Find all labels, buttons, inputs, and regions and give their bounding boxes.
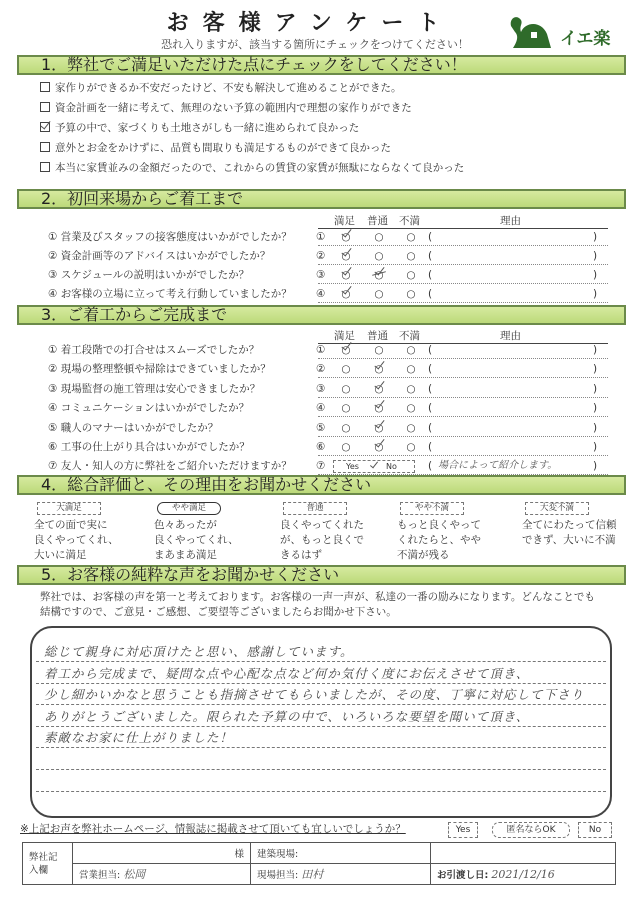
rating-radio-dissatisfied[interactable]: ○ — [406, 363, 416, 376]
section2-header: 2．初回来場からご着工まで — [17, 189, 626, 209]
paren-open: ( — [428, 402, 433, 415]
section5-header: 5．お客様の純粋な声をお聞かせください — [17, 565, 626, 585]
dotted-line — [318, 416, 608, 417]
column-header-reason: 理由 — [500, 330, 521, 342]
paren-close: ) — [593, 288, 598, 300]
comment-ruled-line — [36, 683, 606, 684]
comment-ruled-line — [36, 704, 606, 705]
handover-label: お引渡し日: — [437, 870, 489, 881]
question-label: ① 着工段階での打合せはスムーズでしたか？ — [48, 344, 260, 356]
row-number: ④ — [316, 402, 326, 415]
paren-open: ( — [428, 288, 433, 300]
paren-open: ( — [428, 460, 433, 473]
question-row — [0, 231, 636, 245]
company-logo — [505, 8, 630, 52]
paren-close: ) — [593, 460, 598, 473]
dinosaur-logo-icon — [507, 12, 553, 50]
dotted-line — [318, 358, 608, 359]
row-number: ⑦ — [316, 460, 326, 473]
overall-rating-option[interactable]: 大変不満 — [525, 502, 589, 515]
checklist-item-label: 家作りができるか不安だったけど、不安も解決して進めることができた。 — [55, 82, 402, 94]
paren-open: ( — [428, 231, 433, 243]
question-label: ⑤ 職人のマナーはいかがでしたか？ — [48, 421, 219, 434]
overall-rating-description — [397, 518, 481, 563]
checklist-item-label: 本当に家賃並みの金額だったので、これからの賃貸の家賃が無駄にならなくて良かった — [55, 162, 465, 174]
row-number: ④ — [316, 288, 326, 300]
dotted-line — [318, 436, 608, 437]
rating-radio-normal[interactable]: ○ — [374, 288, 384, 300]
column-header: 不満 — [399, 215, 420, 227]
checklist-item — [40, 82, 402, 95]
checkbox[interactable] — [40, 102, 50, 112]
check-mark-icon — [40, 119, 50, 130]
question-row — [0, 402, 636, 416]
column-header: 満足 — [334, 330, 355, 342]
paren-open: ( — [428, 344, 433, 356]
comment-ruled-line — [36, 661, 606, 662]
office-use-table — [22, 842, 616, 885]
rating-radio-normal[interactable]: ○ — [374, 344, 384, 356]
sales-rep-label: 営業担当: — [79, 870, 121, 881]
reason-input[interactable] — [438, 441, 588, 453]
section4-header: 4．総合評価と、その理由をお聞かせください — [17, 475, 626, 495]
rating-radio-satisfied[interactable]: ○ — [341, 250, 351, 262]
rating-radio-normal[interactable]: ○ — [374, 363, 384, 376]
dotted-line — [318, 455, 608, 456]
reason-input[interactable] — [438, 269, 588, 281]
rating-radio-satisfied[interactable]: ○ — [341, 288, 351, 300]
overall-rating-option[interactable]: 大満足 — [37, 502, 101, 515]
customer-name-field: 様 — [73, 843, 251, 864]
checkbox[interactable] — [40, 82, 50, 92]
section5-intro: 弊社では、お客様の声を第一と考えております。お客様の一声一声が、私達の一番の励みになります。どんなことでも結構ですので、ご意見・ご感想、ご要望等ございましたらお聞かせ下さい。 — [40, 591, 595, 618]
referral-reason[interactable]: 場合によって紹介します。 — [438, 460, 558, 472]
handover-date: 2021/12/16 — [491, 868, 555, 881]
rating-radio-dissatisfied[interactable]: ○ — [406, 421, 416, 434]
paren-close: ) — [593, 344, 598, 356]
rating-radio-satisfied[interactable]: ○ — [341, 269, 351, 281]
description-line: 色々あったが — [154, 519, 217, 531]
rating-radio-satisfied[interactable]: ○ — [341, 344, 351, 356]
paren-close: ) — [593, 250, 598, 262]
paren-close: ) — [593, 382, 598, 395]
overall-rating-option[interactable]: 普通 — [283, 502, 347, 515]
column-header: 満足 — [334, 215, 355, 227]
question-label: ④ お客様の立場に立って考え行動していましたか？ — [48, 288, 292, 300]
reason-input[interactable] — [438, 344, 588, 356]
blank-field — [431, 843, 616, 864]
question-label: ① 営業及びスタッフの接客態度はいかがでしたか？ — [48, 231, 292, 243]
description-line: くれたらと、やや — [397, 534, 481, 546]
handover-date-field — [431, 864, 616, 885]
question-label: ⑥ 工事の仕上がり具合はいかがでしたか？ — [48, 441, 250, 453]
referral-no-option[interactable]: No — [386, 462, 397, 472]
checklist-item-label: 資金計画を一緒に考えて、無理のない予算の範囲内で理想の家作りができた — [55, 102, 412, 114]
row-number: ③ — [316, 269, 326, 281]
section1-header: 1．弊社でご満足いただけた点にチェックをしてください！ — [17, 55, 626, 75]
description-line: もっと良くやって — [397, 519, 481, 531]
reason-input[interactable] — [438, 422, 588, 434]
paren-open: ( — [428, 269, 433, 281]
rating-radio-dissatisfied[interactable]: ○ — [406, 288, 416, 300]
row-number: ③ — [316, 382, 326, 395]
dotted-line — [318, 377, 608, 378]
site-manager-label: 現場担当: — [257, 870, 299, 881]
sales-rep-name: 松岡 — [123, 868, 146, 881]
paren-close: ) — [593, 269, 598, 281]
paren-open: ( — [428, 441, 433, 453]
site-manager-field — [251, 864, 431, 885]
row-number: ① — [316, 344, 326, 356]
overall-rating-description — [280, 518, 364, 563]
checkbox[interactable] — [40, 122, 50, 132]
handwritten-comment-line: 素敵なお家に仕上がりました！ — [44, 730, 234, 745]
logo-text: イエ楽 — [560, 29, 611, 49]
description-line: 不満が残る — [397, 549, 450, 561]
question-row — [0, 441, 636, 455]
rating-radio-normal[interactable]: ○ — [374, 269, 384, 281]
section3-header: 3．ご着工からご完成まで — [17, 305, 626, 325]
question-row — [0, 344, 636, 358]
reason-input[interactable] — [438, 363, 588, 375]
overall-rating-option[interactable]: やや満足 — [157, 502, 221, 515]
checklist-item — [40, 142, 391, 155]
rating-radio-dissatisfied[interactable]: ○ — [406, 344, 416, 356]
rating-radio-satisfied[interactable]: ○ — [341, 441, 351, 453]
paren-close: ) — [593, 421, 598, 434]
handwritten-comment-line: ありがとうございました。限られた予算の中で、いろいろな要望を聞いて頂き、 — [44, 708, 530, 724]
column-header-reason: 理由 — [500, 215, 521, 227]
comment-ruled-line — [36, 769, 606, 770]
rating-radio-normal[interactable]: ○ — [374, 250, 384, 262]
paren-open: ( — [428, 421, 433, 434]
reason-input[interactable] — [438, 383, 588, 395]
sales-rep-field — [73, 864, 251, 885]
paren-open: ( — [428, 382, 433, 395]
rating-radio-satisfied[interactable]: ○ — [341, 231, 351, 243]
paren-close: ) — [593, 402, 598, 415]
reason-input[interactable] — [438, 231, 588, 243]
publish-option[interactable]: Yes — [448, 822, 478, 838]
description-line: 大いに満足 — [34, 549, 87, 561]
rating-radio-normal[interactable]: ○ — [374, 421, 384, 434]
referral-answer-mark-icon — [370, 460, 378, 469]
question-row — [0, 363, 636, 377]
description-line: 良くやってくれ、 — [154, 534, 239, 546]
checklist-item-label: 意外とお金をかけずに、品質も間取りも満足するものができて良かった — [55, 142, 391, 154]
dotted-line — [318, 397, 608, 398]
overall-rating-description — [522, 518, 617, 548]
publish-option[interactable]: No — [578, 822, 612, 838]
question-label: ② 現場の整理整頓や掃除はできていましたか？ — [48, 363, 271, 376]
publish-option[interactable]: 匿名ならOK — [492, 822, 570, 838]
rating-radio-dissatisfied[interactable]: ○ — [406, 231, 416, 243]
survey-subtitle: 恐れ入りますが、該当する箇所にチェックをつけてください！ — [161, 38, 469, 51]
reason-input[interactable] — [438, 288, 588, 300]
reason-input[interactable] — [438, 250, 588, 262]
checklist-item — [40, 102, 412, 115]
description-line: きるはず — [280, 549, 322, 561]
question-label: ③ スケジュールの説明はいかがでしたか？ — [48, 269, 250, 281]
referral-yes-no — [333, 460, 415, 473]
question-row — [0, 269, 636, 283]
description-line: 全ての面で実に — [34, 519, 108, 531]
handwritten-comment-line: 総じて親身に対応頂けたと思い、感謝しています。 — [44, 644, 354, 659]
comment-ruled-line — [36, 726, 606, 727]
comment-ruled-line — [36, 747, 606, 748]
paren-close: ) — [593, 231, 598, 243]
rating-radio-normal[interactable]: ○ — [374, 382, 384, 395]
office-use-label: 弊社記入欄 — [23, 843, 73, 885]
rating-radio-dissatisfied[interactable]: ○ — [406, 402, 416, 415]
checklist-item-label: 予算の中で、家づくりも土地さがしも一緒に進められて良かった — [55, 122, 360, 134]
rating-radio-dissatisfied[interactable]: ○ — [406, 250, 416, 262]
column-header: 普通 — [367, 330, 388, 342]
handwritten-comment-line: 着工から完成まで、疑問な点や心配な点など何か気付く度にお伝えさせて頂き、 — [44, 665, 530, 681]
description-line: 全てにわたって信頼 — [522, 519, 617, 531]
dotted-line — [318, 302, 608, 303]
row-number: ⑥ — [316, 441, 326, 453]
question-label: ③ 現場監督の施工管理は安心できましたか？ — [48, 382, 261, 395]
comment-ruled-line — [36, 791, 606, 792]
question-label: ④ コミュニケーションはいかがでしたか？ — [48, 402, 250, 415]
question-label: ② 資金計画等のアドバイスはいかがでしたか？ — [48, 250, 271, 262]
paren-close: ) — [593, 441, 598, 453]
description-line: 良くやってくれ、 — [34, 534, 119, 546]
rating-radio-satisfied[interactable]: ○ — [341, 382, 351, 395]
question-row — [0, 422, 636, 436]
question-label: ⑦ 友人・知人の方に弊社をご紹介いただけますか？ — [48, 460, 292, 473]
publish-question: ※上記お声を弊社ホームページ、情報誌に掲載させて頂いても宜しいでしょうか？ — [20, 823, 406, 835]
site-manager-name: 田村 — [301, 868, 324, 881]
overall-rating-description — [154, 518, 239, 563]
checklist-item — [40, 162, 464, 175]
rating-radio-satisfied[interactable]: ○ — [341, 421, 351, 434]
dotted-line — [318, 245, 608, 246]
rating-radio-dissatisfied[interactable]: ○ — [406, 269, 416, 281]
row-number: ② — [316, 363, 326, 376]
question-row — [0, 383, 636, 397]
dotted-line — [318, 283, 608, 284]
checklist-item — [40, 122, 359, 135]
checkbox[interactable] — [40, 142, 50, 152]
handwritten-comment-line: 少し細かいかなと思うことも指摘させてもらいましたが、その度、丁寧に対応して下さり — [44, 687, 585, 702]
survey-title: お客様アンケート — [166, 11, 454, 36]
referral-row — [0, 460, 636, 474]
rating-radio-satisfied[interactable]: ○ — [341, 363, 351, 376]
description-line: まあまあ満足 — [154, 549, 217, 561]
paren-open: ( — [428, 250, 433, 262]
rating-radio-satisfied[interactable]: ○ — [341, 402, 351, 415]
row-number: ② — [316, 250, 326, 262]
description-line: 良くやってくれた — [280, 519, 364, 531]
dotted-line — [318, 264, 608, 265]
question-row — [0, 250, 636, 264]
reason-input[interactable] — [438, 402, 588, 414]
divider — [318, 228, 608, 229]
paren-open: ( — [428, 363, 433, 376]
checkbox[interactable] — [40, 162, 50, 172]
paren-close: ) — [593, 363, 598, 376]
construction-site-field: 建築現場: — [251, 843, 431, 864]
row-number: ① — [316, 231, 326, 243]
row-number: ⑤ — [316, 421, 326, 434]
question-row — [0, 288, 636, 302]
rating-radio-normal[interactable]: ○ — [374, 231, 384, 243]
column-header: 不満 — [399, 330, 420, 342]
referral-yes-option[interactable]: Yes — [346, 462, 359, 472]
rating-radio-dissatisfied[interactable]: ○ — [406, 441, 416, 453]
rating-radio-normal[interactable]: ○ — [374, 402, 384, 415]
overall-rating-description — [34, 518, 119, 563]
column-header: 普通 — [367, 215, 388, 227]
rating-radio-normal[interactable]: ○ — [374, 441, 384, 453]
description-line: できず、大いに不満 — [522, 534, 616, 546]
description-line: が、もっと良くで — [280, 534, 364, 546]
rating-radio-dissatisfied[interactable]: ○ — [406, 382, 416, 395]
overall-rating-option[interactable]: やや不満 — [400, 502, 464, 515]
